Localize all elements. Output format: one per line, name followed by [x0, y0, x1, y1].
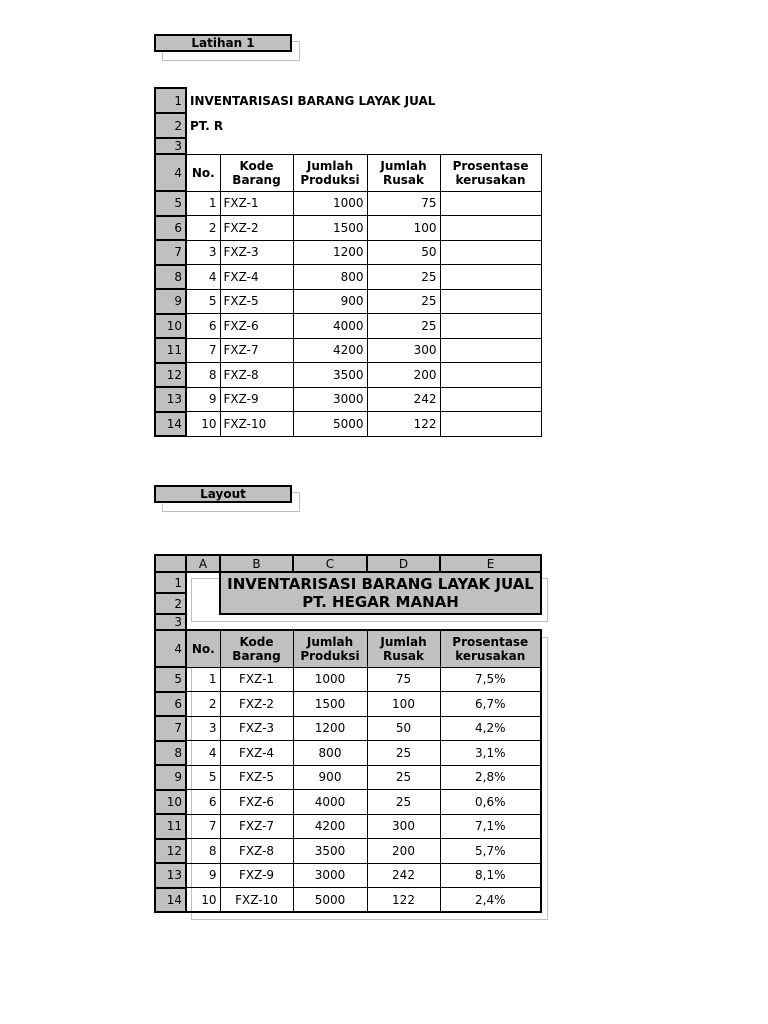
header-prosentase[interactable]: Prosentase kerusakan — [440, 154, 541, 191]
cell-kode[interactable]: FXZ-10 — [220, 888, 293, 913]
row-header[interactable]: 13 — [155, 863, 186, 888]
layout-table — [154, 554, 542, 913]
cell-no[interactable]: 4 — [186, 265, 220, 290]
cell-kode[interactable]: FXZ-7 — [220, 814, 293, 839]
cell-rusak[interactable]: 100 — [367, 692, 440, 717]
cell-prosentase[interactable]: 2,8% — [440, 765, 541, 790]
cell-prosentase[interactable] — [440, 265, 541, 290]
cell-produksi[interactable]: 800 — [293, 741, 367, 766]
cell-no[interactable]: 10 — [186, 412, 220, 437]
spacer-cell — [186, 593, 220, 614]
cell-no[interactable]: 3 — [186, 240, 220, 265]
row-header[interactable]: 10 — [155, 790, 186, 815]
cell-prosentase[interactable] — [440, 363, 541, 388]
row-header[interactable]: 13 — [155, 387, 186, 412]
row-header[interactable]: 5 — [155, 667, 186, 692]
row-header[interactable]: 1 — [155, 88, 186, 113]
cell-no[interactable]: 2 — [186, 692, 220, 717]
cell-prosentase[interactable] — [440, 387, 541, 412]
cell-prosentase[interactable]: 5,7% — [440, 839, 541, 864]
sheet-subtitle[interactable]: PT. R — [190, 118, 224, 133]
cell-produksi[interactable]: 1500 — [293, 692, 367, 717]
latihan-label: Latihan 1 — [154, 34, 292, 52]
table-row — [155, 412, 541, 437]
cell-rusak[interactable]: 25 — [367, 741, 440, 766]
cell-rusak[interactable]: 25 — [367, 314, 440, 339]
cell-prosentase[interactable] — [440, 314, 541, 339]
header-rusak[interactable]: Jumlah Rusak — [367, 630, 440, 667]
cell-produksi[interactable]: 5000 — [293, 888, 367, 913]
row-header[interactable]: 4 — [155, 154, 186, 191]
cell-prosentase[interactable]: 2,4% — [440, 888, 541, 913]
corner-cell[interactable] — [155, 555, 186, 572]
cell-produksi[interactable]: 900 — [293, 289, 367, 314]
empty-row[interactable] — [186, 138, 541, 154]
table-row — [155, 814, 541, 839]
cell-kode[interactable]: FXZ-6 — [220, 314, 293, 339]
table-row — [155, 667, 541, 692]
cell-produksi[interactable]: 4200 — [293, 338, 367, 363]
header-no[interactable]: No. — [186, 630, 220, 667]
cell-kode[interactable]: FXZ-8 — [220, 363, 293, 388]
table-row — [155, 790, 541, 815]
cell-produksi[interactable]: 800 — [293, 265, 367, 290]
row-header[interactable]: 6 — [155, 692, 186, 717]
cell-rusak[interactable]: 25 — [367, 790, 440, 815]
layout-title[interactable] — [220, 572, 541, 614]
cell-no[interactable]: 3 — [186, 716, 220, 741]
table-row — [155, 289, 541, 314]
cell-prosentase[interactable] — [440, 240, 541, 265]
header-produksi[interactable]: Jumlah Produksi — [293, 630, 367, 667]
cell-rusak[interactable]: 75 — [367, 191, 440, 216]
cell-produksi[interactable]: 3000 — [293, 387, 367, 412]
cell-prosentase[interactable]: 4,2% — [440, 716, 541, 741]
layout-label: Layout — [154, 485, 292, 503]
cell-no[interactable]: 6 — [186, 314, 220, 339]
cell-rusak[interactable]: 25 — [367, 289, 440, 314]
cell-no[interactable]: 8 — [186, 839, 220, 864]
cell-produksi[interactable]: 4000 — [293, 314, 367, 339]
cell-kode[interactable]: FXZ-3 — [220, 716, 293, 741]
cell-produksi[interactable]: 3000 — [293, 863, 367, 888]
cell-prosentase[interactable]: 7,1% — [440, 814, 541, 839]
sheet-title[interactable]: INVENTARISASI BARANG LAYAK JUAL — [190, 93, 436, 108]
table-row — [155, 888, 541, 913]
table-row — [155, 191, 541, 216]
row-header[interactable]: 3 — [155, 138, 186, 154]
row-header[interactable]: 7 — [155, 716, 186, 741]
cell-produksi[interactable]: 1200 — [293, 240, 367, 265]
cell-kode[interactable]: FXZ-2 — [220, 692, 293, 717]
cell-no[interactable]: 2 — [186, 216, 220, 241]
cell-rusak[interactable]: 242 — [367, 387, 440, 412]
layout-title-line2: PT. HEGAR MANAH — [302, 593, 459, 611]
column-header-e[interactable]: E — [440, 555, 541, 572]
table-row — [155, 839, 541, 864]
cell-prosentase[interactable]: 3,1% — [440, 741, 541, 766]
cell-produksi[interactable]: 1000 — [293, 191, 367, 216]
cell-kode[interactable]: FXZ-10 — [220, 412, 293, 437]
cell-kode[interactable]: FXZ-4 — [220, 741, 293, 766]
layout-title-line1: INVENTARISASI BARANG LAYAK JUAL — [227, 575, 534, 593]
table-row — [155, 387, 541, 412]
cell-prosentase[interactable] — [440, 191, 541, 216]
cell-prosentase[interactable] — [440, 338, 541, 363]
table-row — [155, 265, 541, 290]
row-header[interactable]: 12 — [155, 839, 186, 864]
cell-rusak[interactable]: 122 — [367, 412, 440, 437]
cell-rusak[interactable]: 200 — [367, 839, 440, 864]
cell-kode[interactable]: FXZ-4 — [220, 265, 293, 290]
column-header-b[interactable]: B — [220, 555, 293, 572]
cell-no[interactable]: 5 — [186, 765, 220, 790]
header-kode[interactable]: Kode Barang — [220, 154, 293, 191]
cell-produksi[interactable]: 1000 — [293, 667, 367, 692]
cell-rusak[interactable]: 122 — [367, 888, 440, 913]
cell-prosentase[interactable] — [440, 216, 541, 241]
row-header[interactable]: 1 — [155, 572, 186, 593]
cell-kode[interactable]: FXZ-1 — [220, 191, 293, 216]
cell-no[interactable]: 7 — [186, 814, 220, 839]
cell-rusak[interactable]: 50 — [367, 240, 440, 265]
cell-prosentase[interactable]: 0,6% — [440, 790, 541, 815]
cell-rusak[interactable]: 25 — [367, 765, 440, 790]
cell-produksi[interactable]: 3500 — [293, 839, 367, 864]
row-header[interactable]: 9 — [155, 289, 186, 314]
cell-kode[interactable]: FXZ-7 — [220, 338, 293, 363]
cell-produksi[interactable]: 900 — [293, 765, 367, 790]
cell-no[interactable]: 4 — [186, 741, 220, 766]
latihan-table — [154, 87, 542, 437]
cell-prosentase[interactable]: 8,1% — [440, 863, 541, 888]
cell-no[interactable]: 9 — [186, 863, 220, 888]
cell-no[interactable]: 10 — [186, 888, 220, 913]
row-header[interactable]: 8 — [155, 741, 186, 766]
cell-prosentase[interactable] — [440, 289, 541, 314]
header-no[interactable]: No. — [186, 154, 220, 191]
cell-no[interactable]: 8 — [186, 363, 220, 388]
cell-kode[interactable]: FXZ-2 — [220, 216, 293, 241]
cell-rusak[interactable]: 300 — [367, 814, 440, 839]
cell-no[interactable]: 6 — [186, 790, 220, 815]
header-produksi[interactable]: Jumlah Produksi — [293, 154, 367, 191]
cell-produksi[interactable]: 1500 — [293, 216, 367, 241]
cell-produksi[interactable]: 4000 — [293, 790, 367, 815]
table-row — [155, 314, 541, 339]
cell-kode[interactable]: FXZ-9 — [220, 863, 293, 888]
cell-no[interactable]: 7 — [186, 338, 220, 363]
cell-rusak[interactable]: 100 — [367, 216, 440, 241]
column-header-d[interactable]: D — [367, 555, 440, 572]
header-prosentase[interactable]: Prosentase kerusakan — [440, 630, 541, 667]
cell-kode[interactable]: FXZ-3 — [220, 240, 293, 265]
cell-rusak[interactable]: 25 — [367, 265, 440, 290]
cell-rusak[interactable]: 75 — [367, 667, 440, 692]
row-header[interactable]: 14 — [155, 412, 186, 437]
row-header[interactable]: 7 — [155, 240, 186, 265]
row-header[interactable]: 10 — [155, 314, 186, 339]
table-row — [155, 863, 541, 888]
cell-no[interactable]: 9 — [186, 387, 220, 412]
row-header[interactable]: 14 — [155, 888, 186, 913]
spacer-cell — [186, 572, 220, 593]
row-header[interactable]: 8 — [155, 265, 186, 290]
cell-prosentase[interactable]: 7,5% — [440, 667, 541, 692]
table-row — [155, 741, 541, 766]
cell-rusak[interactable]: 200 — [367, 363, 440, 388]
cell-kode[interactable]: FXZ-5 — [220, 289, 293, 314]
cell-produksi[interactable]: 1200 — [293, 716, 367, 741]
header-kode[interactable]: Kode Barang — [220, 630, 293, 667]
row-header[interactable]: 4 — [155, 630, 186, 667]
table-row — [155, 765, 541, 790]
table-row — [155, 338, 541, 363]
cell-kode[interactable]: FXZ-6 — [220, 790, 293, 815]
cell-produksi[interactable]: 3500 — [293, 363, 367, 388]
cell-no[interactable]: 1 — [186, 667, 220, 692]
cell-kode[interactable]: FXZ-8 — [220, 839, 293, 864]
cell-prosentase[interactable]: 6,7% — [440, 692, 541, 717]
table-row — [155, 216, 541, 241]
table-row — [155, 692, 541, 717]
cell-kode[interactable]: FXZ-1 — [220, 667, 293, 692]
cell-rusak[interactable]: 50 — [367, 716, 440, 741]
row-header[interactable]: 6 — [155, 216, 186, 241]
cell-prosentase[interactable] — [440, 412, 541, 437]
cell-kode[interactable]: FXZ-9 — [220, 387, 293, 412]
column-header-c[interactable]: C — [293, 555, 367, 572]
column-header-a[interactable]: A — [186, 555, 220, 572]
table-row — [155, 240, 541, 265]
row-header[interactable]: 2 — [155, 113, 186, 138]
cell-produksi[interactable]: 5000 — [293, 412, 367, 437]
table-row — [155, 363, 541, 388]
header-rusak[interactable]: Jumlah Rusak — [367, 154, 440, 191]
cell-no[interactable]: 5 — [186, 289, 220, 314]
row-header[interactable]: 5 — [155, 191, 186, 216]
cell-no[interactable]: 1 — [186, 191, 220, 216]
cell-kode[interactable]: FXZ-5 — [220, 765, 293, 790]
row-header[interactable]: 3 — [155, 614, 186, 630]
cell-produksi[interactable]: 4200 — [293, 814, 367, 839]
table-row — [155, 716, 541, 741]
row-header[interactable]: 11 — [155, 814, 186, 839]
row-header[interactable]: 11 — [155, 338, 186, 363]
empty-row[interactable] — [186, 614, 541, 630]
row-header[interactable]: 9 — [155, 765, 186, 790]
row-header[interactable]: 2 — [155, 593, 186, 614]
cell-rusak[interactable]: 300 — [367, 338, 440, 363]
cell-rusak[interactable]: 242 — [367, 863, 440, 888]
row-header[interactable]: 12 — [155, 363, 186, 388]
